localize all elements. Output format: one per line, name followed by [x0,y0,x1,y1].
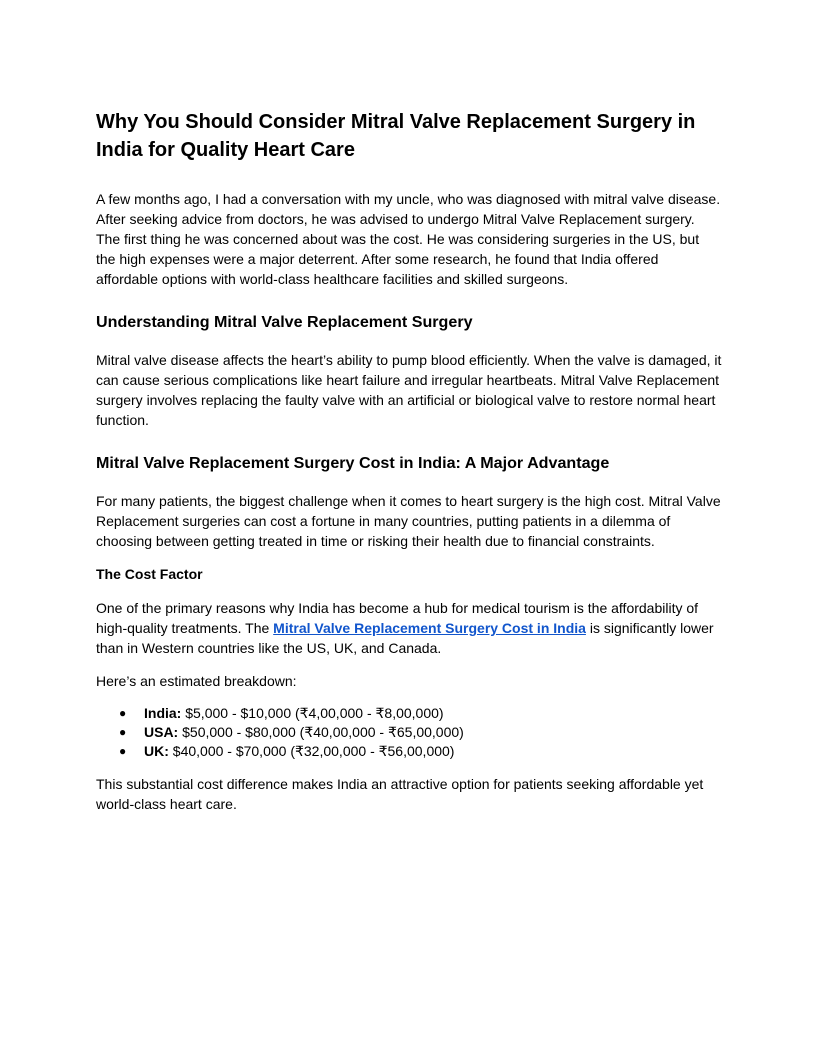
cost-range: $40,000 - $70,000 (₹32,00,000 - ₹56,00,000) [168,743,455,759]
section-heading-understanding: Understanding Mitral Valve Replacement Surgery [96,313,473,331]
breakdown-intro: Here’s an estimated breakdown: [96,673,297,689]
bullet-icon: ● [119,725,127,739]
subheading-cost-factor: The Cost Factor [96,566,203,582]
bullet-icon: ● [119,744,127,758]
list-item [96,742,722,761]
document-page [96,108,722,827]
cost-breakdown-list [96,704,722,761]
cost-in-india-link[interactable]: Mitral Valve Replacement Surgery Cost in India [273,620,586,636]
page-title: Why You Should Consider Mitral Valve Replacement Surgery in India for Quality Heart Care [96,111,696,161]
cost-text-after-link: is significantly lower than in Western countries like the US, UK, and Canada. [96,620,714,656]
country-label: India: [144,705,182,721]
country-label: USA: [144,724,179,740]
list-item [96,723,722,742]
bullet-icon: ● [119,706,127,720]
cost-range: $5,000 - $10,000 (₹4,00,000 - ₹8,00,000) [181,705,444,721]
list-item [96,704,722,723]
conclusion-paragraph: This substantial cost difference makes India an attractive option for patients seeking affordable yet world-class heart care. [96,776,704,812]
cost-text-before-link: One of the primary reasons why India has become a hub for medical tourism is the affordability of high-quality treatments. The [96,600,699,636]
cost-intro-paragraph: For many patients, the biggest challenge when it comes to heart surgery is the high cost. Mitral Valve Replacement surgeries can cost a fortune in many countries, putting patients in a dilemma of choosing between getting treated in time or risking their health due to financial constraints. [96,493,721,549]
understanding-paragraph: Mitral valve disease affects the heart’s ability to pump blood efficiently. When the valve is damaged, it can cause serious complications like heart failure and irregular heartbeats. Mitral Valve Replacement surgery involves replacing the faulty valve with an artificial or biological valve to restore normal heart function. [96,352,722,428]
country-label: UK: [144,743,169,759]
section-heading-cost: Mitral Valve Replacement Surgery Cost in India: A Major Advantage [96,454,610,472]
cost-factor-paragraph [96,598,722,658]
intro-paragraph: A few months ago, I had a conversation with my uncle, who was diagnosed with mitral valve disease. After seeking advice from doctors, he was advised to undergo Mitral Valve Replacement surgery. The first thing he was concerned about was the cost. He was considering surgeries in the US, but the high expenses were a major deterrent. After some research, he found that India offered affordable options with world-class healthcare facilities and skilled surgeons. [96,191,721,287]
cost-range: $50,000 - $80,000 (₹40,00,000 - ₹65,00,000) [178,724,464,740]
